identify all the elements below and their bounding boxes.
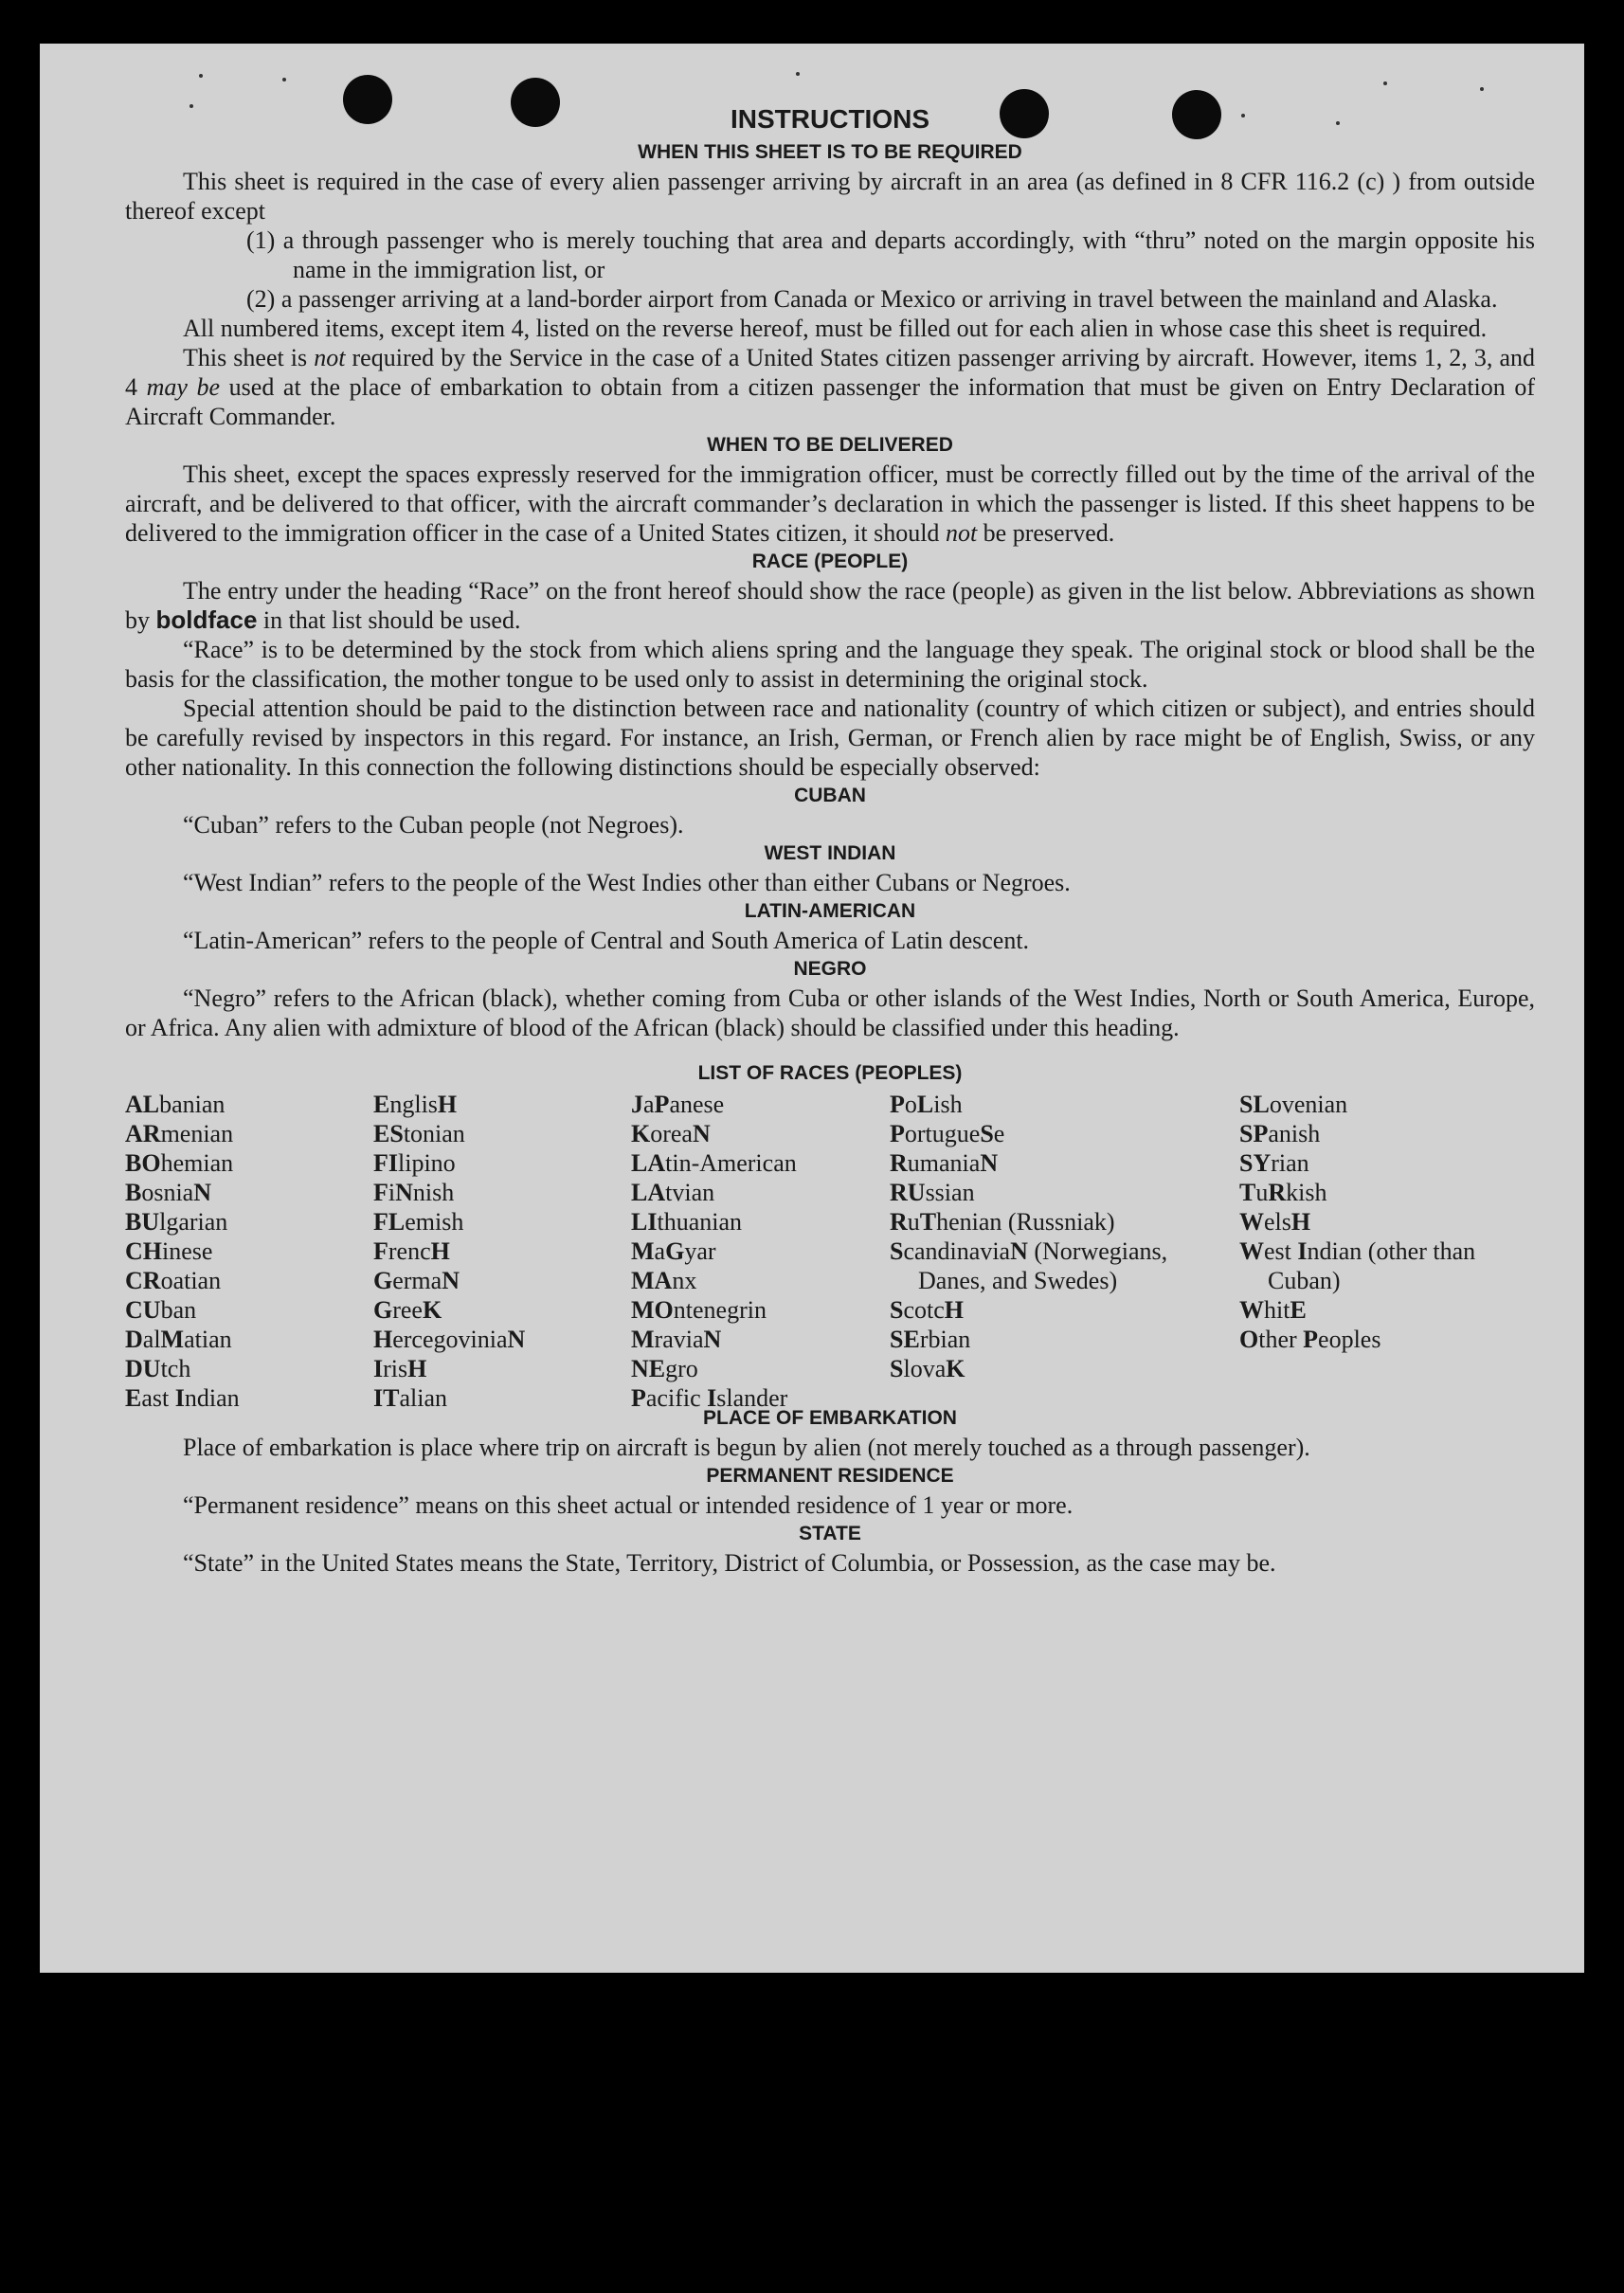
race-text: al	[142, 1326, 161, 1353]
race-abbrev: P	[890, 1120, 905, 1147]
race-abbrev: I	[373, 1355, 384, 1382]
race-text: hemian	[160, 1149, 234, 1177]
race-entry	[373, 1383, 620, 1413]
race-entry	[373, 1295, 620, 1325]
race-entry	[631, 1207, 879, 1237]
race-abbrev: G	[373, 1267, 393, 1294]
race-abbrev: SP	[1239, 1120, 1269, 1147]
section-heading: LIST OF RACES (PEOPLES)	[697, 1062, 963, 1084]
race-text: slander	[716, 1384, 788, 1412]
race-text: nish	[412, 1179, 455, 1206]
race-abbrev: N	[980, 1149, 999, 1177]
race-entry	[125, 1207, 362, 1237]
race-text: tch	[160, 1355, 191, 1382]
race-text: tvian	[665, 1179, 715, 1206]
paragraph: “State” in the United States means the State, Territory, District of Columbia, or Possession, as the case may be.	[183, 1549, 1276, 1577]
race-entry	[890, 1354, 1191, 1383]
race-abbrev: W	[1239, 1208, 1264, 1236]
numbered-item: (2) a passenger arriving at a land-border airport from Canada or Mexico or arriving in travel between the mainland and Alaska.	[246, 285, 1498, 313]
race-entry	[373, 1325, 620, 1354]
race-text: ntenegrin	[673, 1296, 767, 1324]
race-text: anish	[1268, 1120, 1321, 1147]
race-text: (Norwegians, Danes, and Swedes)	[918, 1237, 1168, 1294]
paragraph: Place of embarkation is place where trip on aircraft is begun by alien (not merely touched as a through passenger).	[183, 1434, 1310, 1461]
section-heading: WEST INDIAN	[764, 842, 896, 864]
race-text: umania	[907, 1149, 981, 1177]
paragraph: “Cuban” refers to the Cuban people (not Negroes).	[183, 811, 684, 839]
section-heading: NEGRO	[793, 958, 867, 980]
race-abbrev: H	[373, 1326, 393, 1353]
race-entry	[890, 1237, 1191, 1295]
race-abbrev: D	[125, 1326, 143, 1353]
race-abbrev: N	[193, 1179, 212, 1206]
race-entry	[373, 1207, 620, 1237]
race-text: nx	[672, 1267, 697, 1294]
race-text: ercegovinia	[392, 1326, 508, 1353]
speck	[199, 74, 203, 78]
paragraph	[125, 576, 1535, 635]
race-text: tonian	[403, 1120, 465, 1147]
race-entry	[631, 1266, 879, 1295]
race-abbrev: CU	[125, 1296, 161, 1324]
race-abbrev: BU	[125, 1208, 160, 1236]
paragraph	[125, 343, 1535, 431]
race-text: ree	[392, 1296, 423, 1324]
paragraph	[125, 460, 1535, 548]
race-entry	[631, 1119, 879, 1148]
race-entry	[631, 1383, 879, 1413]
race-abbrev: RU	[890, 1179, 926, 1206]
race-entry	[373, 1090, 620, 1119]
paragraph: Special attention should be paid to the distinction between race and nationality (country of which citizen or subject), and entries should be carefully revised by inspectors in this regard. For instance, an Irish, German, or French alien by race might be of English, Swiss, or any other nationality. In this connection the following distinctions should be especially observed:	[125, 695, 1535, 781]
race-text: o	[904, 1091, 917, 1118]
race-entry	[631, 1295, 879, 1325]
race-abbrev: E	[1290, 1296, 1307, 1324]
race-text: yar	[684, 1237, 716, 1265]
emphasis: may be	[146, 373, 221, 401]
race-abbrev: S	[890, 1355, 904, 1382]
race-entry	[890, 1148, 1191, 1178]
bold-term: boldface	[155, 605, 258, 634]
race-text: thuanian	[657, 1208, 742, 1236]
race-entry	[631, 1148, 879, 1178]
race-abbrev: K	[422, 1296, 442, 1324]
race-text: menian	[160, 1120, 234, 1147]
race-abbrev: N	[692, 1120, 711, 1147]
section-heading: CUBAN	[794, 785, 866, 806]
race-abbrev: SY	[1239, 1149, 1272, 1177]
race-entry	[890, 1119, 1191, 1148]
speck	[796, 72, 800, 76]
race-abbrev: FI	[373, 1149, 398, 1177]
race-text: e	[993, 1120, 1005, 1147]
race-abbrev: S	[980, 1120, 994, 1147]
section-heading: WHEN THIS SHEET IS TO BE REQUIRED	[638, 141, 1022, 163]
race-entry	[890, 1325, 1191, 1354]
race-entry	[125, 1119, 362, 1148]
race-abbrev: L	[916, 1091, 934, 1118]
race-entry	[631, 1237, 879, 1266]
paragraph: This sheet is required in the case of every alien passenger arriving by aircraft in an area (as defined in 8 CFR 116.2 (c) ) from outside thereof except	[125, 168, 1535, 225]
race-text: u	[1255, 1179, 1269, 1206]
race-entry	[373, 1148, 620, 1178]
race-entry	[373, 1119, 620, 1148]
race-text: els	[1264, 1208, 1291, 1236]
race-abbrev: N	[507, 1326, 526, 1353]
race-abbrev: H	[944, 1296, 965, 1324]
race-abbrev: MA	[631, 1267, 673, 1294]
race-entry	[631, 1325, 879, 1354]
race-abbrev: H	[437, 1091, 458, 1118]
race-abbrev: M	[631, 1237, 655, 1265]
race-entry	[1239, 1178, 1524, 1207]
race-entry	[125, 1090, 362, 1119]
race-text: gro	[665, 1355, 698, 1382]
speck	[282, 78, 286, 81]
race-abbrev: CH	[125, 1237, 162, 1265]
race-text: ndian (other than Cuban)	[1268, 1237, 1476, 1294]
race-abbrev: W	[1239, 1296, 1264, 1324]
race-abbrev: SL	[1239, 1091, 1270, 1118]
race-entry	[1239, 1090, 1524, 1119]
race-abbrev: DU	[125, 1355, 161, 1382]
race-entry	[631, 1354, 879, 1383]
race-abbrev: E	[373, 1091, 390, 1118]
page-title: INSTRUCTIONS	[731, 104, 929, 134]
race-abbrev: F	[373, 1237, 388, 1265]
race-text: cotc	[903, 1296, 945, 1324]
race-abbrev: AR	[125, 1120, 161, 1147]
race-column	[1239, 1090, 1524, 1354]
race-abbrev: LA	[631, 1179, 666, 1206]
race-abbrev: R	[890, 1208, 908, 1236]
text-run: This sheet is	[183, 344, 315, 371]
text-run: The entry under the heading “Race” on the front hereof should show the race (people) as given in the list below. Abbreviations as shown by	[125, 577, 1535, 634]
paragraph: All numbered items, except item 4, listed on the reverse hereof, must be filled out for each alien in whose case this sheet is required.	[183, 315, 1488, 342]
race-text: i	[388, 1179, 396, 1206]
race-entry	[125, 1178, 362, 1207]
race-column	[373, 1090, 620, 1413]
race-entry	[631, 1178, 879, 1207]
paragraph: “Race” is to be determined by the stock from which aliens spring and the language they speak. The original stock or blood shall be the basis for the classification, the mother tongue to be used only to assist in determining the original stock.	[125, 636, 1535, 693]
race-text: est	[1264, 1237, 1298, 1265]
race-text: inese	[162, 1237, 213, 1265]
race-text: ssian	[925, 1179, 975, 1206]
race-abbrev: B	[125, 1179, 142, 1206]
race-abbrev: J	[631, 1091, 643, 1118]
race-entry	[125, 1383, 362, 1413]
race-abbrev: M	[631, 1326, 655, 1353]
race-text: lgarian	[159, 1208, 228, 1236]
spacer	[125, 1042, 1535, 1059]
race-text: ast	[141, 1384, 175, 1412]
race-abbrev: ES	[373, 1120, 404, 1147]
race-text: ish	[933, 1091, 963, 1118]
race-abbrev: F	[373, 1179, 388, 1206]
race-text: osnia	[141, 1179, 194, 1206]
race-abbrev: BO	[125, 1149, 161, 1177]
race-abbrev: S	[890, 1237, 904, 1265]
race-abbrev: N	[395, 1179, 413, 1206]
race-text: kish	[1286, 1179, 1327, 1206]
race-text: anese	[669, 1091, 725, 1118]
race-abbrev: H	[407, 1355, 427, 1382]
race-text: ris	[383, 1355, 408, 1382]
race-abbrev: E	[125, 1384, 142, 1412]
section-heading: PERMANENT RESIDENCE	[706, 1465, 954, 1487]
text-run: in that list should be used.	[257, 606, 521, 634]
instructions-content	[125, 102, 1535, 1578]
race-abbrev: IT	[373, 1384, 400, 1412]
race-text: acific	[645, 1384, 708, 1412]
race-abbrev: N	[1010, 1237, 1028, 1265]
race-abbrev: K	[946, 1355, 965, 1382]
race-entry	[1239, 1207, 1524, 1237]
race-entry	[890, 1090, 1191, 1119]
race-text: nglis	[389, 1091, 438, 1118]
race-text: candinavia	[903, 1237, 1011, 1265]
race-entry	[890, 1295, 1191, 1325]
race-abbrev: H	[430, 1237, 450, 1265]
race-entry	[890, 1178, 1191, 1207]
race-abbrev: H	[1290, 1208, 1311, 1236]
race-abbrev: FL	[373, 1208, 406, 1236]
emphasis: not	[314, 344, 346, 371]
race-abbrev: P	[1303, 1326, 1319, 1353]
race-entry	[125, 1237, 362, 1266]
race-abbrev: I	[1297, 1237, 1308, 1265]
section-heading: PLACE OF EMBARKATION	[703, 1407, 957, 1429]
race-text: banian	[159, 1091, 226, 1118]
race-abbrev: SE	[890, 1326, 920, 1353]
section-heading: LATIN-AMERICAN	[744, 900, 916, 922]
race-text: ovenian	[1269, 1091, 1348, 1118]
race-text: eoples	[1318, 1326, 1381, 1353]
race-entry	[373, 1354, 620, 1383]
race-text: erma	[392, 1267, 442, 1294]
race-abbrev: K	[631, 1120, 651, 1147]
section-heading: STATE	[799, 1523, 861, 1544]
section-heading: RACE (PEOPLE)	[751, 551, 909, 572]
race-column	[890, 1090, 1191, 1383]
race-text: lova	[903, 1355, 947, 1382]
race-abbrev: P	[654, 1091, 670, 1118]
race-abbrev: T	[919, 1208, 937, 1236]
race-entry	[1239, 1295, 1524, 1325]
race-abbrev: M	[160, 1326, 185, 1353]
race-entry	[373, 1237, 620, 1266]
section-heading: WHEN TO BE DELIVERED	[707, 434, 953, 456]
race-list	[125, 1090, 1535, 1412]
emphasis: not	[945, 519, 978, 547]
text-run: used at the place of embarkation to obtain from a citizen passenger the information that must be given on Entry Declaration of Aircraft Commander.	[125, 373, 1536, 430]
speck	[1480, 87, 1484, 91]
race-text: u	[907, 1208, 920, 1236]
race-text: a	[643, 1091, 655, 1118]
race-column	[631, 1090, 879, 1413]
race-text: lipino	[398, 1149, 456, 1177]
race-column	[125, 1090, 362, 1413]
race-abbrev: CR	[125, 1267, 161, 1294]
race-entry	[125, 1295, 362, 1325]
race-entry	[125, 1148, 362, 1178]
race-text: rian	[1271, 1149, 1309, 1177]
race-entry	[1239, 1119, 1524, 1148]
race-abbrev: S	[890, 1296, 904, 1324]
race-text: hit	[1264, 1296, 1290, 1324]
race-abbrev: T	[1239, 1179, 1256, 1206]
race-entry	[631, 1090, 879, 1119]
race-text: renc	[388, 1237, 431, 1265]
race-abbrev: AL	[125, 1091, 160, 1118]
race-abbrev: W	[1239, 1237, 1264, 1265]
race-text: a	[654, 1237, 666, 1265]
race-text: tin-American	[665, 1149, 797, 1177]
text-run: required by the Service in the case of a United States citizen passenger arriving by aircraft. However, items 1, 2, 3, and 4	[125, 344, 1535, 401]
paragraph: “Negro” refers to the African (black), whether coming from Cuba or other islands of the West Indies, North or South America, Europe, or Africa. Any alien with admixture of blood of the African (black) should be classified under this heading.	[125, 984, 1535, 1041]
race-entry	[125, 1266, 362, 1295]
race-text: ravia	[654, 1326, 704, 1353]
race-abbrev: R	[890, 1149, 908, 1177]
race-entry	[125, 1354, 362, 1383]
race-text: henian (Russniak)	[936, 1208, 1115, 1236]
race-text: ban	[160, 1296, 197, 1324]
race-abbrev: N	[442, 1267, 460, 1294]
race-text: ortugue	[904, 1120, 981, 1147]
paragraph: “Permanent residence” means on this sheet actual or intended residence of 1 year or more.	[183, 1491, 1074, 1519]
race-entry	[1239, 1325, 1524, 1354]
race-abbrev: MO	[631, 1296, 674, 1324]
race-abbrev: R	[1268, 1179, 1287, 1206]
text-run: be preserved.	[977, 519, 1115, 547]
race-abbrev: O	[1239, 1326, 1259, 1353]
race-entry	[1239, 1237, 1524, 1295]
document-sheet	[40, 44, 1584, 1973]
race-text: rbian	[919, 1326, 971, 1353]
race-text: oatian	[160, 1267, 222, 1294]
race-entry	[125, 1325, 362, 1354]
race-text: atian	[184, 1326, 232, 1353]
race-entry	[1239, 1148, 1524, 1178]
race-abbrev: LA	[631, 1149, 666, 1177]
numbered-item: (1) a through passenger who is merely touching that area and departs accordingly, with “thru” noted on the margin opposite his name in the immigration list, or	[246, 226, 1535, 283]
race-text: alian	[399, 1384, 447, 1412]
paragraph: “West Indian” refers to the people of the West Indies other than either Cubans or Negroes.	[183, 869, 1071, 896]
race-entry	[373, 1178, 620, 1207]
speck	[1383, 81, 1387, 85]
race-text: ndian	[184, 1384, 240, 1412]
race-text: ther	[1258, 1326, 1304, 1353]
race-abbrev: I	[174, 1384, 185, 1412]
race-abbrev: P	[631, 1384, 646, 1412]
race-abbrev: P	[890, 1091, 905, 1118]
race-entry	[890, 1207, 1191, 1237]
race-text: orea	[650, 1120, 693, 1147]
race-abbrev: G	[665, 1237, 685, 1265]
race-text: emish	[405, 1208, 464, 1236]
text-run: This sheet, except the spaces expressly reserved for the immigration officer, must be correctly filled out by the time of the arrival of the aircraft, and be delivered to that officer, with the aircraft commander’s declaration in which the passenger is listed. If this sheet happens to be delivered to the immigration officer in the case of a United States citizen, it should	[125, 460, 1535, 547]
race-abbrev: LI	[631, 1208, 658, 1236]
paragraph: “Latin-American” refers to the people of Central and South America of Latin descent.	[183, 927, 1030, 954]
race-abbrev: NE	[631, 1355, 666, 1382]
race-abbrev: N	[703, 1326, 722, 1353]
race-entry	[373, 1266, 620, 1295]
race-abbrev: I	[707, 1384, 717, 1412]
race-abbrev: G	[373, 1296, 393, 1324]
